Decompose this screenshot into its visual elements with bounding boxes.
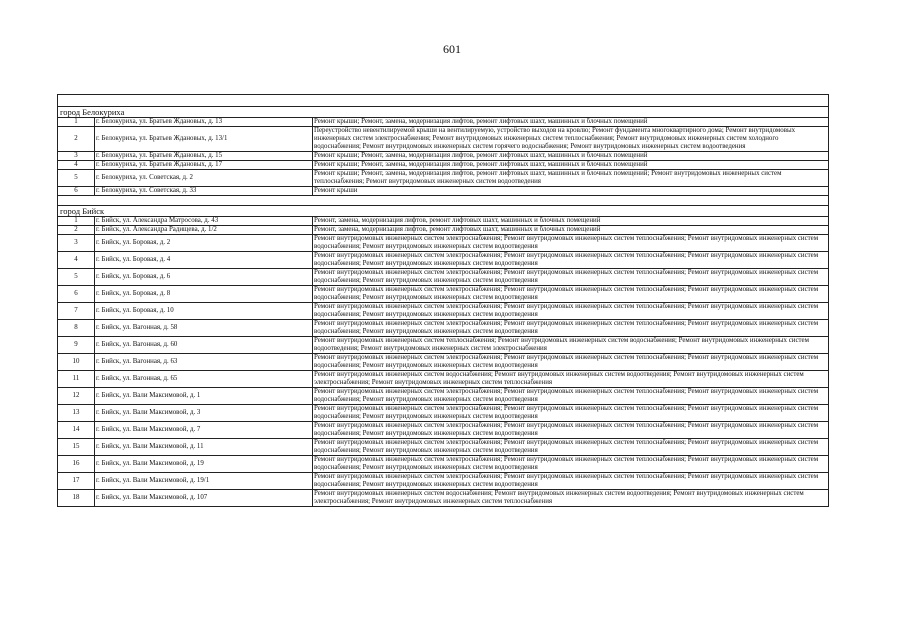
table-row [58,490,828,507]
table-row [58,235,828,252]
row-works: Ремонт внутридомовых инженерных систем электроснабжения; Ремонт внутридомовых инженерных систем теплоснабжения; Ремонт внутридомовых инженерных систем водоснабжения; Ремонт внутридомовых инженерных систем водоотведения [313,252,829,269]
row-number: 2 [58,226,95,235]
row-number: 8 [58,320,95,337]
row-number: 1 [58,118,95,127]
row-number: 17 [58,473,95,490]
row-address: г. Белокуриха, ул. Братьев Ждановых, д. 13/1 [95,127,313,152]
row-number: 18 [58,490,95,507]
row-address: г. Белокуриха, ул. Братьев Ждановых, д. 15 [95,152,313,161]
table-row [58,371,828,388]
row-address: г. Бийск, ул. Боровая, д. 6 [95,269,313,286]
table-row [58,422,828,439]
row-number: 4 [58,252,95,269]
row-number: 10 [58,354,95,371]
row-works: Ремонт внутридомовых инженерных систем электроснабжения; Ремонт внутридомовых инженерных систем теплоснабжения; Ремонт внутридомовых инженерных систем водоснабжения; Ремонт внутридомовых инженерных систем водоотведения [313,354,829,371]
row-works: Ремонт внутридомовых инженерных систем водоснабжения; Ремонт внутридомовых инженерных систем водоотведения; Ремонт внутридомовых инженерных систем электроснабжения; Ремонт внутридомовых инженерных систем теплоснабжения [313,371,829,388]
row-address: г. Белокуриха, ул. Советская, д. 33 [95,187,313,196]
row-address: г. Бийск, ул. Вагонная, д. 65 [95,371,313,388]
table-row [58,226,828,235]
table-row [58,388,828,405]
table-row [58,286,828,303]
row-number: 6 [58,187,95,196]
row-number: 3 [58,235,95,252]
table-row [58,152,828,161]
row-number: 15 [58,439,95,456]
table-row [58,456,828,473]
row-works: Ремонт внутридомовых инженерных систем электроснабжения; Ремонт внутридомовых инженерных систем теплоснабжения; Ремонт внутридомовых инженерных систем водоснабжения; Ремонт внутридомовых инженерных систем водоотведения [313,320,829,337]
row-number: 1 [58,217,95,226]
row-works: Ремонт внутридомовых инженерных систем водоснабжения; Ремонт внутридомовых инженерных систем водоотведения; Ремонт внутридомовых инженерных систем электроснабжения; Ремонт внутридомовых инженерных систем теплоснабжения [313,490,829,507]
table-row [58,320,828,337]
row-address: г. Бийск, ул. Вагонная, д. 58 [95,320,313,337]
table-row [58,337,828,354]
row-address: г. Бийск, ул. Вали Максимовой, д. 3 [95,405,313,422]
row-number: 13 [58,405,95,422]
row-address: г. Бийск, ул. Вали Максимовой, д. 19 [95,456,313,473]
row-number: 16 [58,456,95,473]
row-works: Ремонт внутридомовых инженерных систем электроснабжения; Ремонт внутридомовых инженерных систем теплоснабжения; Ремонт внутридомовых инженерных систем водоснабжения; Ремонт внутридомовых инженерных систем водоотведения [313,456,829,473]
row-number: 7 [58,303,95,320]
table-row [58,252,828,269]
row-address: г. Белокуриха, ул. Братьев Ждановых, д. 17 [95,161,313,170]
row-works: Ремонт крыши; Ремонт, замена, модернизация лифтов, ремонт лифтовых шахт, машинных и блочных помещений [313,152,829,161]
row-number: 5 [58,170,95,187]
table-row [58,187,828,196]
row-address: г. Бийск, ул. Боровая, д. 2 [95,235,313,252]
row-address: г. Бийск, ул. Александра Матросова, д. 43 [95,217,313,226]
table-row [58,269,828,286]
table-row [58,170,828,187]
row-number: 12 [58,388,95,405]
row-address: г. Белокуриха, ул. Советская, д. 2 [95,170,313,187]
row-works: Ремонт внутридомовых инженерных систем теплоснабжения; Ремонт внутридомовых инженерных систем водоснабжения; Ремонт внутридомовых инженерных систем водоотведения; Ремонт внутридомовых инженерных систем электроснабжения [313,337,829,354]
section-gap [58,196,828,206]
row-address: г. Бийск, ул. Боровая, д. 10 [95,303,313,320]
row-works: Ремонт внутридомовых инженерных систем электроснабжения; Ремонт внутридомовых инженерных систем теплоснабжения; Ремонт внутридомовых инженерных систем водоснабжения; Ремонт внутридомовых инженерных систем водоотведения [313,439,829,456]
row-works: Ремонт крыши; Ремонт, замена, модернизация лифтов, ремонт лифтовых шахт, машинных и блочных помещений; Ремонт внутридомовых инженерных систем теплоснабжения; Ремонт внутридомовых инженерных систем водоотведения [313,170,829,187]
table-row [58,127,828,152]
row-works: Ремонт внутридомовых инженерных систем электроснабжения; Ремонт внутридомовых инженерных систем теплоснабжения; Ремонт внутридомовых инженерных систем водоснабжения; Ремонт внутридомовых инженерных систем водоотведения [313,235,829,252]
row-address: г. Бийск, ул. Вали Максимовой, д. 107 [95,490,313,507]
row-address: г. Бийск, ул. Боровая, д. 8 [95,286,313,303]
table-row [58,354,828,371]
city-table [58,217,828,507]
row-number: 3 [58,152,95,161]
row-number: 4 [58,161,95,170]
row-address: г. Бийск, ул. Вагонная, д. 63 [95,354,313,371]
row-address: г. Бийск, ул. Вали Максимовой, д. 7 [95,422,313,439]
row-number: 5 [58,269,95,286]
table-row [58,303,828,320]
row-works: Ремонт внутридомовых инженерных систем электроснабжения; Ремонт внутридомовых инженерных систем теплоснабжения; Ремонт внутридомовых инженерных систем водоснабжения; Ремонт внутридомовых инженерных систем водоотведения [313,269,829,286]
row-works: Ремонт внутридомовых инженерных систем электроснабжения; Ремонт внутридомовых инженерных систем теплоснабжения; Ремонт внутридомовых инженерных систем водоснабжения; Ремонт внутридомовых инженерных систем водоотведения [313,286,829,303]
row-address: г. Бийск, ул. Александра Радищева, д. 1/2 [95,226,313,235]
row-works: Ремонт внутридомовых инженерных систем электроснабжения; Ремонт внутридомовых инженерных систем теплоснабжения; Ремонт внутридомовых инженерных систем водоснабжения; Ремонт внутридомовых инженерных систем водоотведения [313,303,829,320]
table-row [58,161,828,170]
table-row [58,439,828,456]
works-table [57,94,829,507]
row-works: Ремонт внутридомовых инженерных систем электроснабжения; Ремонт внутридомовых инженерных систем теплоснабжения; Ремонт внутридомовых инженерных систем водоснабжения; Ремонт внутридомовых инженерных систем водоотведения [313,388,829,405]
table-row [58,118,828,127]
row-works: Ремонт крыши; Ремонт, замена, модернизация лифтов, ремонт лифтовых шахт, машинных и блочных помещений [313,161,829,170]
table-row [58,217,828,226]
row-works: Ремонт внутридомовых инженерных систем электроснабжения; Ремонт внутридомовых инженерных систем теплоснабжения; Ремонт внутридомовых инженерных систем водоснабжения; Ремонт внутридомовых инженерных систем водоотведения [313,405,829,422]
table-row [58,405,828,422]
row-address: г. Бийск, ул. Боровая, д. 4 [95,252,313,269]
row-address: г. Белокуриха, ул. Братьев Ждановых, д. 13 [95,118,313,127]
row-works: Ремонт, замена, модернизация лифтов, ремонт лифтовых шахт, машинных и блочных помещений [313,217,829,226]
row-works: Ремонт внутридомовых инженерных систем электроснабжения; Ремонт внутридомовых инженерных систем теплоснабжения; Ремонт внутридомовых инженерных систем водоснабжения; Ремонт внутридомовых инженерных систем водоотведения [313,473,829,490]
row-number: 9 [58,337,95,354]
city-header: город Белокуриха [58,107,828,118]
row-works: Переустройство невентилируемой крыши на вентилируемую, устройство выходов на кровлю; Ремонт фундамента многоквартирного дома; Ремонт внутридомовых инженерных систем электроснабжения; Ремонт внутридомовых инженерных систем теплоснабжения; Ремонт внутридомовых инженерных систем холодного водоснабжения; Ремонт внутридомовых инженерных систем горячего водоснабжения; Ремонт внутридомовых инженерных систем водоотведения [313,127,829,152]
page-number: 601 [443,42,461,56]
row-number: 14 [58,422,95,439]
row-works: Ремонт, замена, модернизация лифтов, ремонт лифтовых шахт, машинных и блочных помещений [313,226,829,235]
row-number: 11 [58,371,95,388]
row-address: г. Бийск, ул. Вали Максимовой, д. 19/1 [95,473,313,490]
row-address: г. Бийск, ул. Вали Максимовой, д. 1 [95,388,313,405]
row-works: Ремонт крыши [313,187,829,196]
row-number: 2 [58,127,95,152]
row-number: 6 [58,286,95,303]
table-top-spacer [58,95,828,107]
city-header: город Бийск [58,206,828,217]
table-row [58,473,828,490]
row-works: Ремонт внутридомовых инженерных систем электроснабжения; Ремонт внутридомовых инженерных систем теплоснабжения; Ремонт внутридомовых инженерных систем водоснабжения; Ремонт внутридомовых инженерных систем водоотведения [313,422,829,439]
city-table [58,118,828,196]
row-address: г. Бийск, ул. Вагонная, д. 60 [95,337,313,354]
row-address: г. Бийск, ул. Вали Максимовой, д. 11 [95,439,313,456]
row-works: Ремонт крыши; Ремонт, замена, модернизация лифтов, ремонт лифтовых шахт, машинных и блочных помещений [313,118,829,127]
